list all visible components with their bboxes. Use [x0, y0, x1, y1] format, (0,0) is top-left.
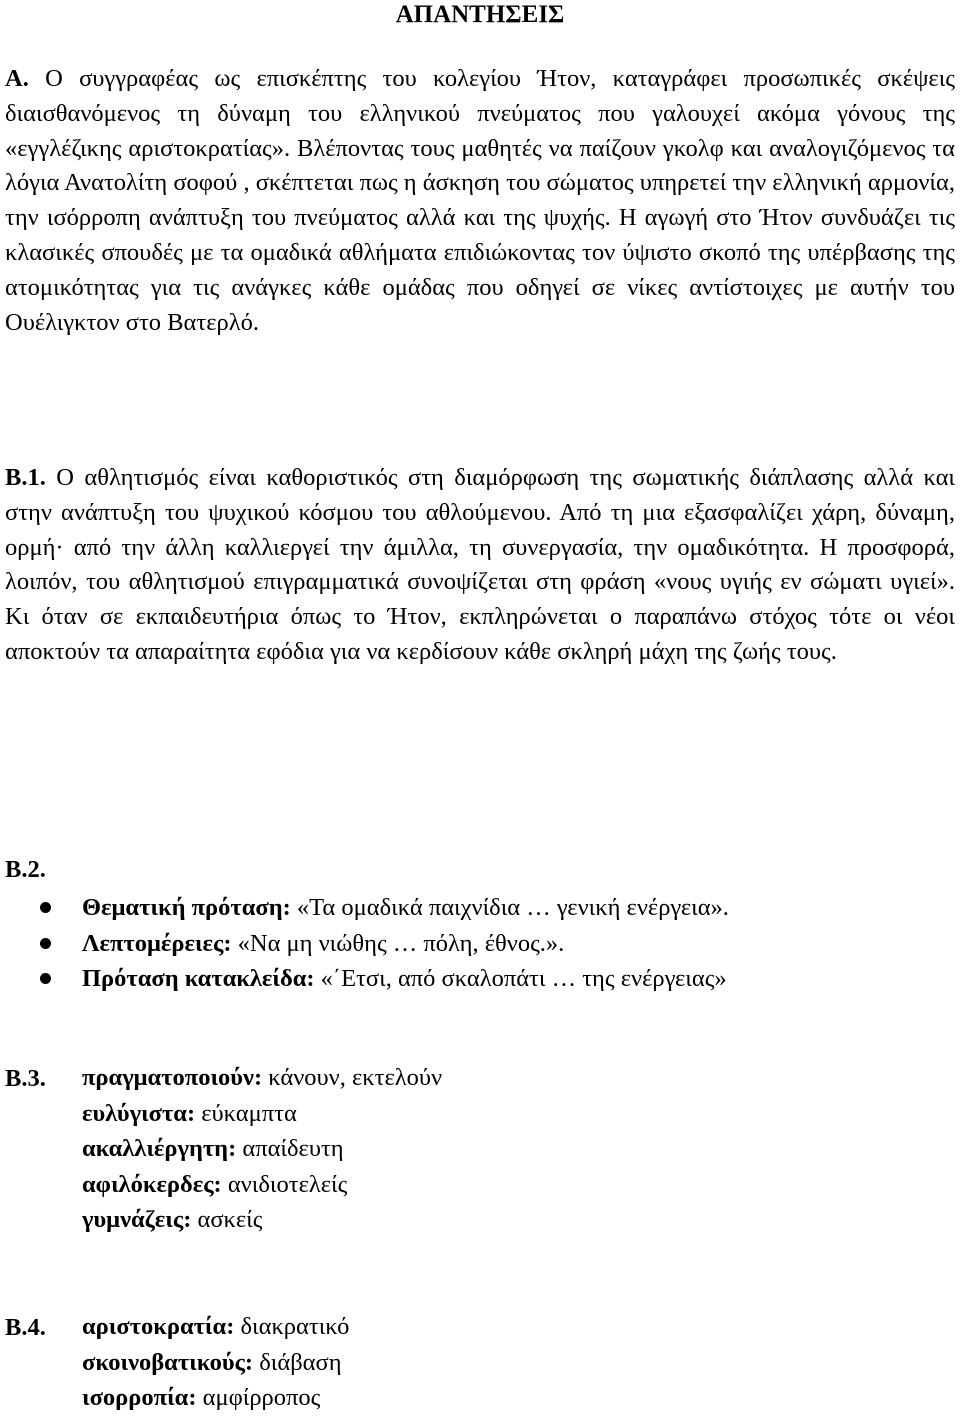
section-b2-label: Β.2.: [5, 856, 46, 883]
bullet-icon: [40, 973, 51, 984]
item-text: διακρατικό: [234, 1313, 350, 1340]
item-text: διάβαση: [253, 1348, 342, 1376]
section-b4-label: Β.4.: [5, 1314, 46, 1341]
page-title: ΑΠΑΝΤΗΣΕΙΣ: [395, 1, 565, 28]
item-term: πραγματοποιούν:: [82, 1064, 263, 1091]
list-item: [82, 1309, 349, 1345]
item-term: σκοινοβατικούς:: [82, 1348, 254, 1376]
item-term: γυμνάζεις:: [82, 1206, 192, 1233]
item-term: ακαλλιέργητη:: [82, 1135, 237, 1162]
item-term: Πρόταση κατακλείδα:: [82, 965, 315, 992]
bullet-icon: [40, 938, 51, 949]
section-a-label: Α.: [5, 65, 29, 92]
list-item: [82, 1096, 442, 1132]
section-b1-paragraph: [5, 461, 955, 670]
item-term: αφιλόκερδες:: [82, 1170, 222, 1198]
item-text: «Τα ομαδικά παιχνίδια … γενική ενέργεια».: [290, 894, 729, 921]
section-a-text: Ο συγγραφέας ως επισκέπτης του κολεγίου Ήτον, καταγράφει προσωπικές σκέψεις διαισθανόμενος τη δύναμη του ελληνικού πνεύματος που γαλουχεί ακόμα γόνους της «εγγλέζικης αριστοκρατίας». Βλέποντας τους μαθητές να παίζουν γκολφ και αναλογιζόμενος τα λόγια Ανατολίτη σοφού , σκέπτεται πως η άσκηση του σώματος υπηρετεί την ελληνική αρμονία, την ισόρροπη ανάπτυξη του πνεύματος αλλά και της ψυχής. Η αγωγή στο Ήτον συνδυάζει τις κλασικές σπουδές με τα ομαδικά αθλήματα επιδιώκοντας τον ύψιστο σκοπό της υπέρβασης της ατομικότητας για τις ανάγκες κάθε ομάδας που οδηγεί σε νίκες αντίστοιχες με αυτήν του Ουέλιγκτον στο Βατερλό.: [5, 65, 956, 336]
section-b1-label: Β.1.: [5, 464, 46, 491]
section-b3-list: [82, 1060, 442, 1238]
list-item: [82, 1131, 442, 1167]
section-a-paragraph: [5, 62, 955, 340]
section-b2-list: [0, 890, 729, 997]
item-term: αριστοκρατία:: [82, 1313, 235, 1340]
item-term: ισορροπία:: [82, 1384, 197, 1411]
list-item: [82, 1345, 349, 1381]
list-item: [0, 890, 729, 926]
list-item: [0, 926, 729, 962]
item-text: εύκαμπτα: [195, 1099, 297, 1127]
list-item: [82, 1380, 349, 1416]
item-text: απαίδευτη: [236, 1135, 344, 1162]
item-term: ευλύγιστα:: [82, 1099, 196, 1127]
item-text: ανιδιοτελείς: [221, 1170, 348, 1198]
item-text: ασκείς: [191, 1206, 263, 1233]
item-text: «Να μη νιώθης … πόλη, έθνος.».: [231, 929, 565, 957]
item-text: κάνουν, εκτελούν: [262, 1064, 443, 1091]
section-b1-text: Ο αθλητισμός είναι καθοριστικός στη διαμόρφωση της σωματικής διάπλασης αλλά και στην ανάπτυξη του ψυχικού κόσμου του αθλούμενου. Από τη μια εξασφαλίζει χάρη, δύναμη, ορμή· από την άλλη καλλιεργεί την άμιλλα, τη συνεργασία, την ομαδικότητα. Η προσφορά, λοιπόν, του αθλητισμού επιγραμματικά συνοψίζεται στη φράση «νους υγιής εν σώματι υγιεί». Κι όταν σε εκπαιδευτήρια όπως το Ήτον, εκπληρώνεται ο παραπάνω στόχος τότε οι νέοι αποκτούν τα απαραίτητα εφόδια για να κερδίσουν κάθε σκληρή μάχη της ζωής τους.: [5, 464, 956, 665]
list-item: [82, 1202, 442, 1238]
item-text: αμφίρροπος: [196, 1384, 321, 1411]
item-term: Θεματική πρόταση:: [82, 894, 291, 921]
list-item: [82, 1167, 442, 1203]
item-term: Λεπτομέρειες:: [82, 929, 232, 957]
list-item: [0, 961, 729, 997]
section-b4-list: [82, 1309, 349, 1416]
bullet-icon: [40, 902, 51, 913]
section-b3-label: Β.3.: [5, 1065, 46, 1092]
list-item: [82, 1060, 442, 1096]
item-text: «΄Ετσι, από σκαλοπάτι … της ενέργειας»: [314, 965, 727, 992]
